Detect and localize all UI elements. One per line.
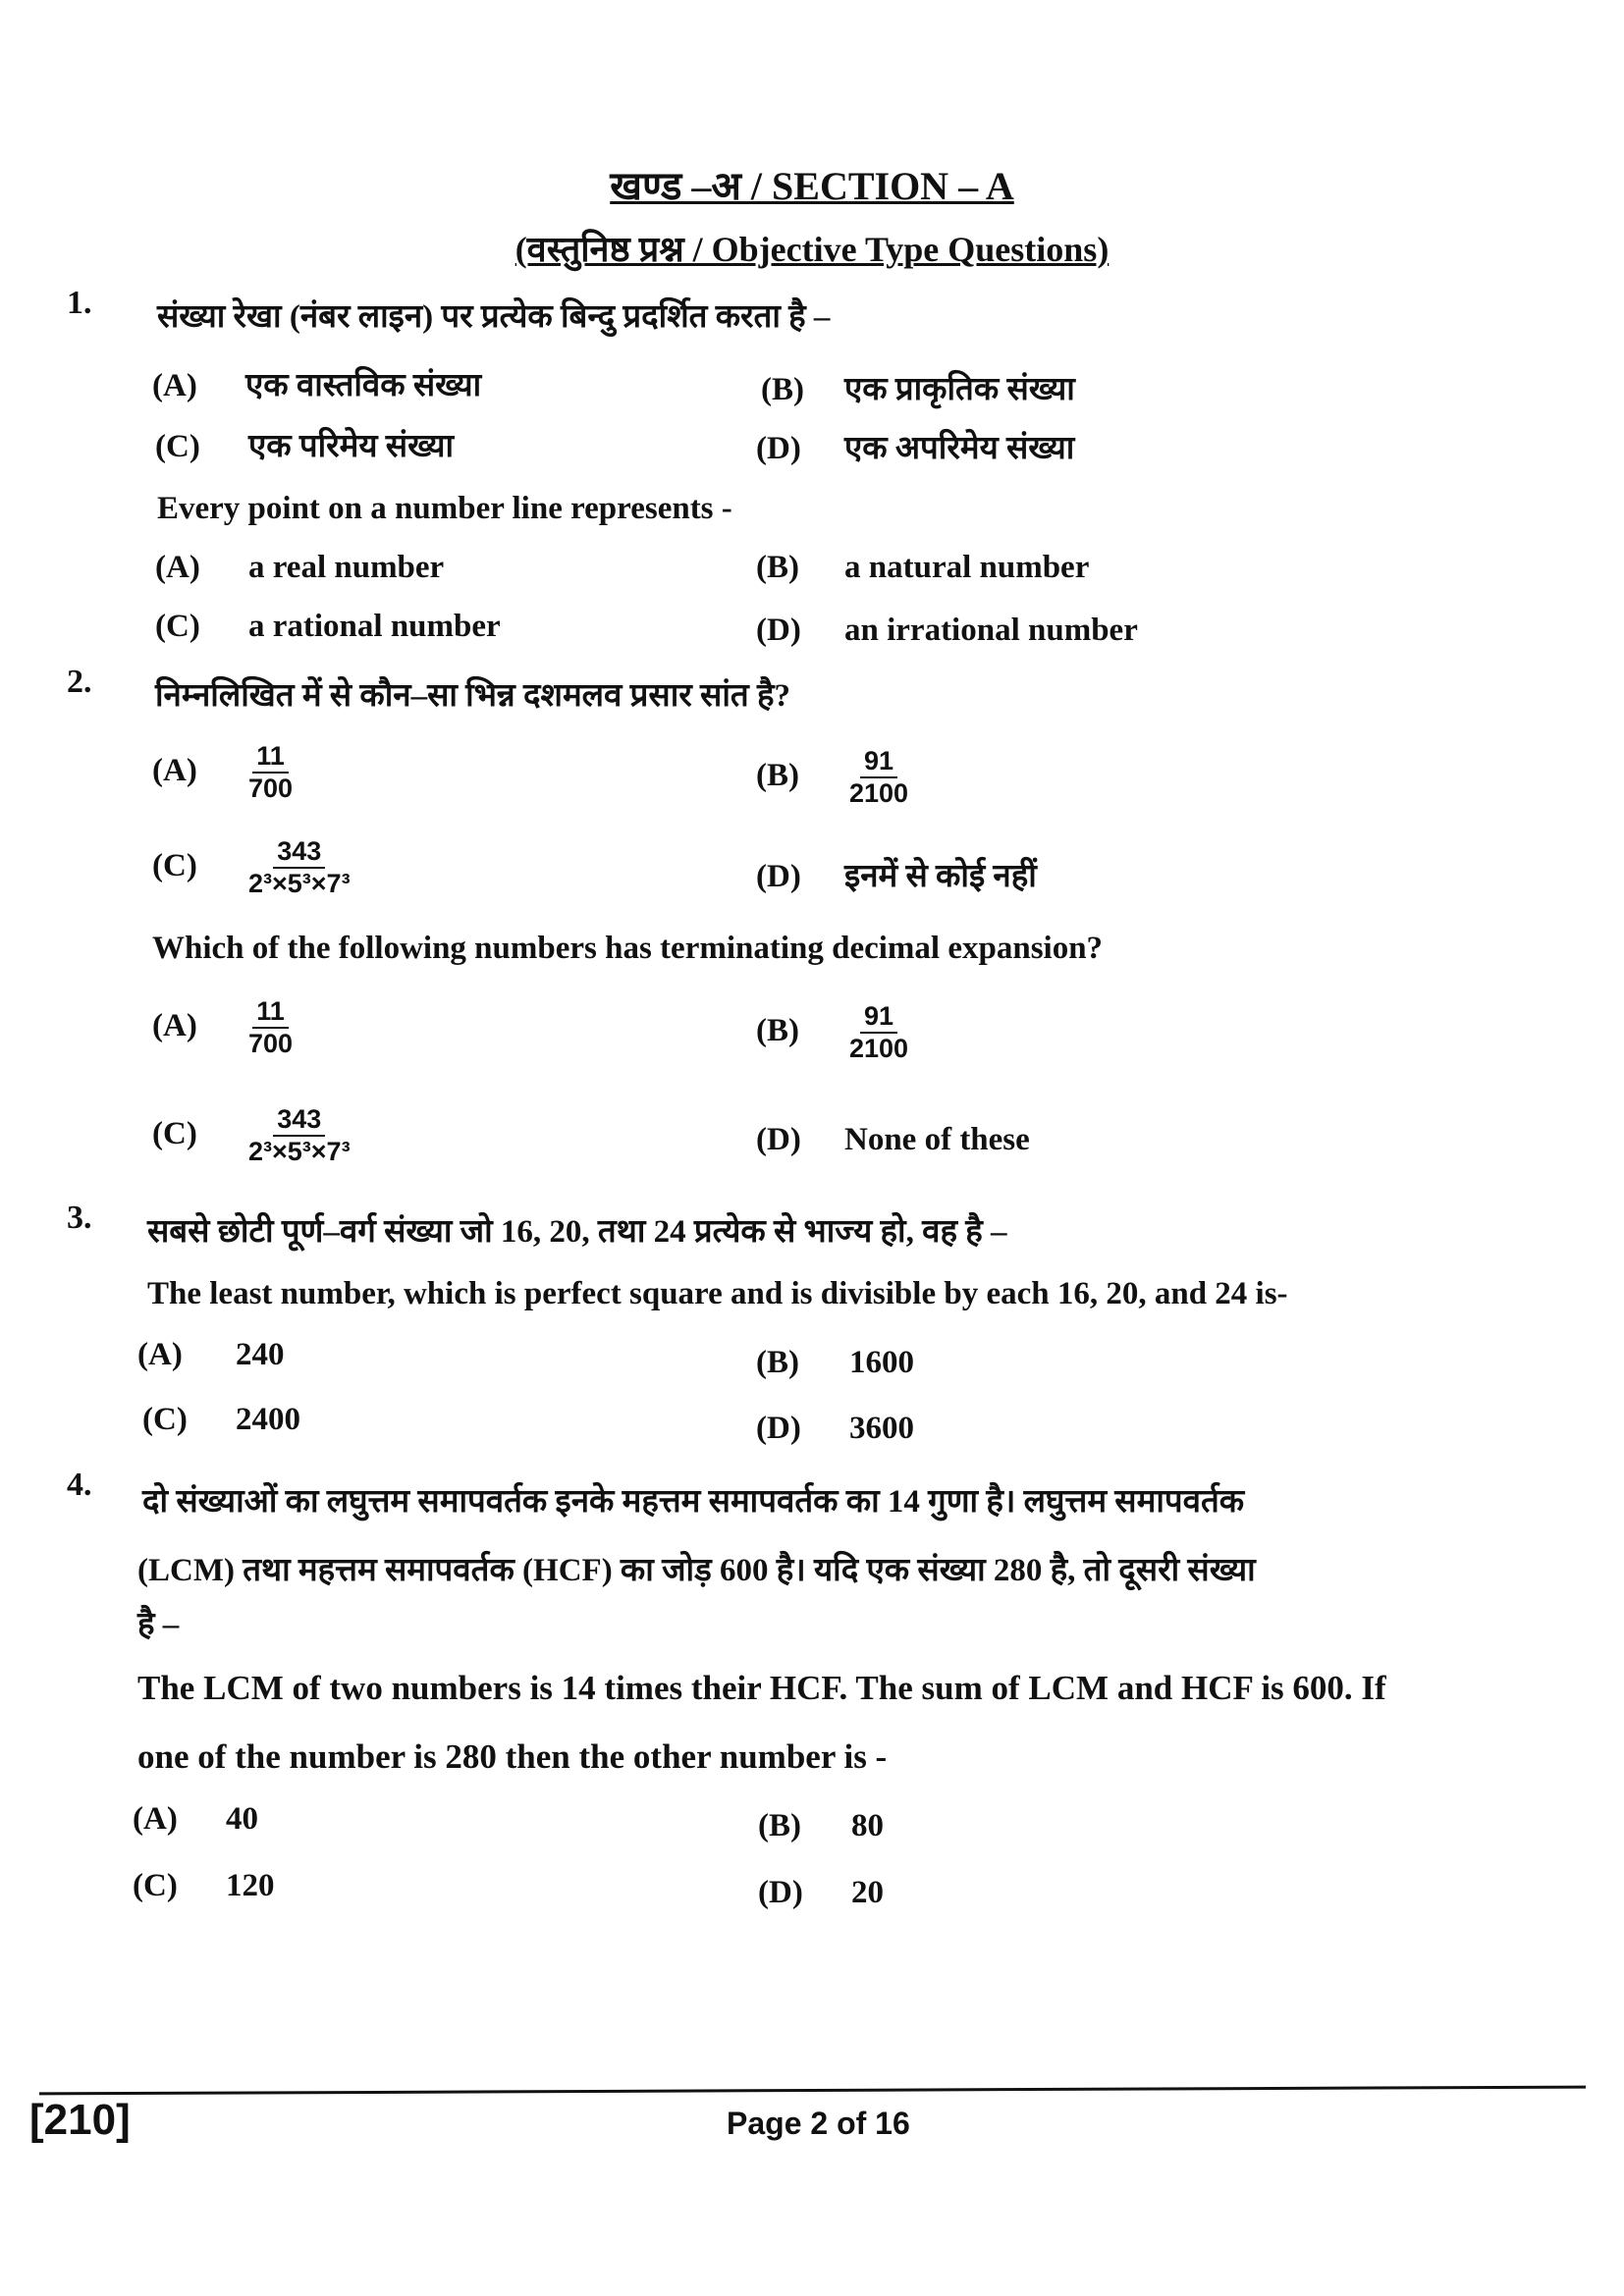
option-c[interactable]: (C) 120 — [133, 1868, 275, 1903]
question-text-english: Which of the following numbers has terminating decimal expansion? — [152, 931, 1104, 966]
option-d[interactable]: (D) एक अपरिमेय संख्या — [756, 431, 1075, 466]
option-b[interactable]: (B) 80 — [758, 1808, 884, 1843]
option-a[interactable]: (A) $\frac{11}{700}$ — [152, 996, 294, 1059]
question-text-hindi: दो संख्याओं का लघुत्तम समापवर्तक इनके महत्तम समापवर्तक का 14 गुणा है। लघुत्तम समापवर्तक — [142, 1484, 1245, 1520]
option-d[interactable]: (D) an irrational number — [756, 613, 1138, 648]
option-a[interactable]: (A) 240 — [137, 1337, 285, 1372]
option-d[interactable]: (D) इनमें से कोई नहीं — [756, 859, 1037, 894]
option-c[interactable]: (C) a rational number — [155, 609, 501, 644]
fraction: $\frac{91}{2100}$ — [849, 1001, 909, 1064]
option-c[interactable]: (C) $\frac{343}{\text{2³×5³×7³}}$ — [152, 836, 351, 899]
option-b[interactable]: (B) 1600 — [756, 1345, 914, 1380]
question-text-hindi: सबसे छोटी पूर्ण–वर्ग संख्या जो 16, 20, तथा 24 प्रत्येक से भाज्य हो, वह है – — [147, 1214, 1007, 1250]
option-a[interactable]: (A) 40 — [133, 1801, 258, 1837]
section-title: खण्ड –अ / SECTION – A — [610, 164, 1014, 208]
question-number: 1. — [67, 285, 92, 321]
option-d[interactable]: (D) 20 — [758, 1875, 884, 1910]
option-d[interactable]: (D) None of these — [756, 1122, 1030, 1157]
question-number: 3. — [67, 1200, 92, 1236]
option-d[interactable]: (D) 3600 — [756, 1411, 914, 1446]
option-a[interactable]: (A) $\frac{11}{700}$ — [152, 741, 294, 804]
question-text-english: The least number, which is perfect square and is divisible by each 16, 20, and 24 is- — [147, 1276, 1288, 1311]
question-text-hindi: है – — [137, 1607, 180, 1642]
option-b[interactable]: (B) एक प्राकृतिक संख्या — [761, 372, 1075, 407]
question-text-english: one of the number is 280 then the other number is - — [137, 1737, 888, 1776]
option-b[interactable]: (B) $\frac{91}{2100}$ — [756, 1001, 909, 1064]
option-b[interactable]: (B) a natural number — [756, 550, 1090, 585]
option-c[interactable]: (C) $\frac{343}{\text{2³×5³×7³}}$ — [152, 1104, 351, 1167]
question-number: 4. — [67, 1467, 92, 1503]
fraction: $\frac{11}{700}$ — [248, 996, 294, 1059]
question-number: 2. — [67, 664, 92, 700]
fraction: $\frac{343}{\text{2³×5³×7³}}$ — [248, 1104, 351, 1167]
option-a[interactable]: (A) एक वास्तविक संख्या — [152, 368, 482, 403]
fraction: $\frac{343}{\text{2³×5³×7³}}$ — [248, 836, 351, 899]
question-text-hindi: संख्या रेखा (नंबर लाइन) पर प्रत्येक बिन्दु प्रदर्शित करता है – — [157, 299, 831, 335]
question-text-hindi: निम्नलिखित में से कौन–सा भिन्न दशमलव प्रसार सांत है? — [155, 678, 790, 714]
question-text-hindi: (LCM) तथा महत्तम समापवर्तक (HCF) का जोड़ 600 है। यदि एक संख्या 280 है, तो दूसरी संख्या — [137, 1553, 1256, 1588]
fraction: $\frac{11}{700}$ — [248, 741, 294, 804]
paper-code: [210] — [29, 2096, 131, 2144]
section-subtitle: (वस्तुनिष्ठ प्रश्न / Objective Type Questions) — [514, 230, 1110, 269]
option-b[interactable]: (B) $\frac{91}{2100}$ — [756, 746, 909, 809]
question-text-english: The LCM of two numbers is 14 times their HCF. The sum of LCM and HCF is 600. If — [137, 1669, 1386, 1707]
option-c[interactable]: (C) 2400 — [142, 1402, 300, 1437]
option-a[interactable]: (A) a real number — [155, 550, 445, 585]
page-number: Page 2 of 16 — [727, 2106, 910, 2141]
footer-divider — [39, 2086, 1586, 2096]
question-text-english: Every point on a number line represents - — [157, 491, 732, 526]
option-c[interactable]: (C) एक परिमेय संख्या — [155, 429, 455, 464]
fraction: $\frac{91}{2100}$ — [849, 746, 909, 809]
